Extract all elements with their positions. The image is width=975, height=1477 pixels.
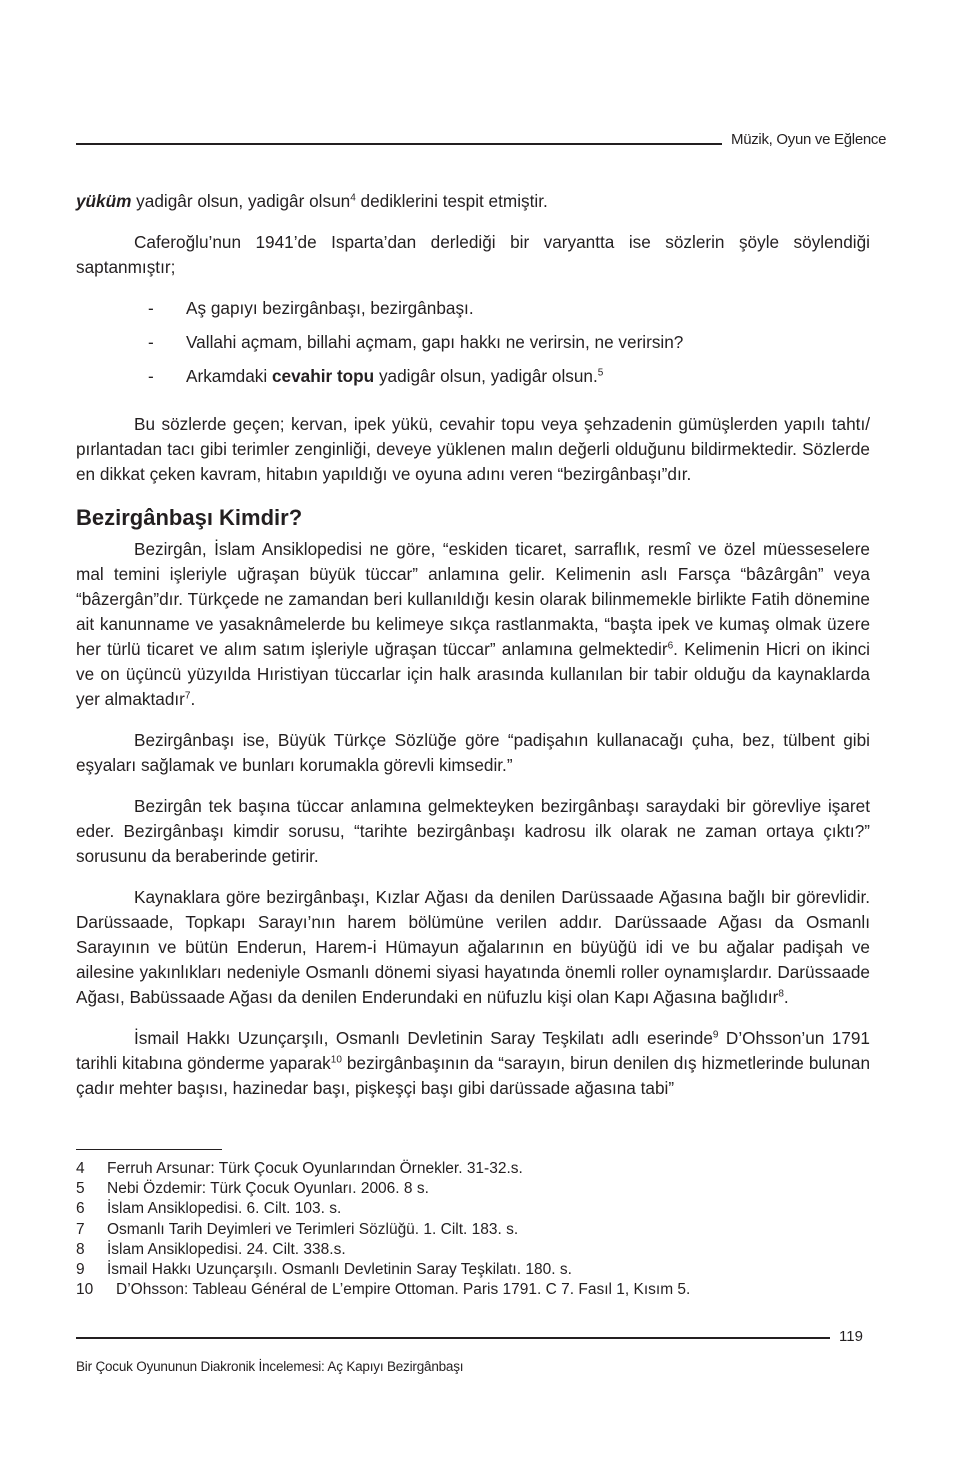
section-heading: Bezirgânbaşı Kimdir? xyxy=(76,505,303,530)
paragraph-2: Caferoğlu’nun 1941’de Isparta’dan derlediği bir varyantta ise sözlerin şöyle söylendiği saptanmıştır; xyxy=(76,232,870,277)
footnote: 9 İsmail Hakkı Uzunçarşılı. Osmanlı Devletinin Saray Teşkilatı. 180. s. xyxy=(76,1261,572,1279)
footnote: 7 Osmanlı Tarih Deyimleri ve Terimleri Sözlüğü. 1. Cilt. 183. s. xyxy=(76,1220,519,1238)
list-item: - Arkamdaki cevahir topu yadigâr olsun, yadigâr olsun.$^5$ xyxy=(148,366,604,386)
header-rule xyxy=(76,143,722,145)
paragraph-3: Bu sözlerde geçen; kervan, ipek yükü, cevahir topu veya şehzadenin gümüşlerden yapılı tahtı/ pırlantadan tacı gibi terimler zenginliği, deveye yüklenen malın değerli olduğunu bildirmektedir. Sözlerde en dikkat çeken kavram, hitabın yapıldığı ve oyuna adını veren “bezirgânbaşı”dır. xyxy=(76,414,870,484)
footnote: 10 D’Ohsson: Tableau Général de L’empire Ottoman. Paris 1791. C 7. Fasıl 1, Kısım 5. xyxy=(76,1281,691,1299)
footnote-ref[interactable]: 5 xyxy=(597,367,604,379)
paragraph-8: İsmail Hakkı Uzunçarşılı, Osmanlı Devletinin Saray Teşkilatı adlı eserinde$^9$ D’Ohsson’un 1791 tarihli kitabına gönderme yaparak$^{10}$ bezirgânbaşının da “sarayın, birun denilen dış hizmetlerinde bulunan çadır mehter başısı, hazinedar başı, pişkeşçi başı gibi darüssade ağasına tabi” xyxy=(76,1028,870,1098)
paragraph-1: yüküm yadigâr olsun, yadigâr olsun$^4$ dediklerini tespit etmiştir. xyxy=(76,191,548,211)
footnote-ref[interactable]: 9 xyxy=(712,1029,719,1041)
footnote: 4 Ferruh Arsunar: Türk Çocuk Oyunlarından Örnekler. 31-32.s. xyxy=(76,1160,523,1177)
footnote-ref[interactable]: 10 xyxy=(330,1054,342,1066)
page-number: 119 xyxy=(839,1328,863,1345)
footnote: 5 Nebi Özdemir: Türk Çocuk Oyunları. 2006. 8 s. xyxy=(76,1180,429,1198)
paragraph-5: Bezirgânbaşı ise, Büyük Türkçe Sözlüğe göre “padişahın kullanacağı çuha, bez, tülbent gibi eşyaları sağlamak ve bunları korumakla görevli kimsedir.” xyxy=(76,730,870,775)
list-item: - Vallahi açmam, billahi açmam, gapı hakkı ne verirsin, ne verirsin? xyxy=(148,332,684,352)
footnote-ref[interactable]: 8 xyxy=(778,988,784,1000)
main-text xyxy=(76,189,870,1117)
running-header: Müzik, Oyun ve Eğlence xyxy=(731,131,887,148)
footnote-ref[interactable]: 7 xyxy=(184,690,191,702)
footnotes xyxy=(76,1159,690,1300)
paragraph-6: Bezirgân tek başına tüccar anlamına gelmekteyken bezirgânbaşı saraydaki bir görevliye işaret eder. Bezirgânbaşı kimdir sorusu, “tarihte bezirgânbaşı kadrosu ilk olarak ne zaman ortaya çıktı?” sorusunu da beraberinde getirir. xyxy=(76,796,870,866)
emphasis-word: yüküm xyxy=(76,191,132,211)
paragraph-7: Kaynaklara göre bezirgânbaşı, Kızlar Ağası da denilen Darüssaade Ağasına bağlı bir görevlidir. Darüssaade, Topkapı Sarayı’nın harem bölümüne verilen addır. Darüssaade Ağası da Osmanlı Sarayının ve bütün Enderun, Harem-i Hümayun ağalarının en büyüğü idi ve bu ağalar padişah ve ailesine yakınlıkları nedeniyle Osmanlı dönemi siyasi hayatında önemli roller oynamışlardır. Darüssaade Ağası, Babüssaade Ağası da denilen Enderundaki en nüfuzlu kişi olan Kapı Ağasına bağlıdır$^8$. xyxy=(76,887,870,1007)
paragraph-4: Bezirgân, İslam Ansiklopedisi ne göre, “eskiden ticaret, sarraflık, resmî ve özel müesseselere mal temini işleriyle uğraşan büyük tüccar” anlamına gelir. Kelimenin aslı Farsça “bâzârgân” veya “bâzergân”dır. Türkçede ne zamandan beri kullanıldığı kesin olarak bilinmemekle birlikte Fatih dönemine ait kanunname ve yasaknâmelerde bu kelimeye sıkça rastlanmakta, “başta ipek ve kumaş olmak üzere her türlü ticaret ve alım satım işleriyle uğraşan tüccar” anlamına gelmektedir$^6$. Kelimenin Hicri on ikinci ve on üçüncü yüzyılda Hıristiyan tüccarlar için halk arasında kullanılan bir tabir olduğu da kaynaklarda yer almaktadır$^7$. xyxy=(76,539,870,709)
footnote: 8 İslam Ansiklopedisi. 24. Cilt. 338.s. xyxy=(76,1240,346,1258)
footnote-ref[interactable]: 4 xyxy=(350,192,356,204)
verse-list xyxy=(76,296,870,398)
footnote-rule xyxy=(76,1149,222,1150)
footnote-ref[interactable]: 6 xyxy=(667,640,674,652)
footnote: 6 İslam Ansiklopedisi. 6. Cilt. 103. s. xyxy=(76,1200,342,1218)
running-footer: Bir Çocuk Oyununun Diakronik İncelemesi: Aç Kapıyı Bezirgânbaşı xyxy=(76,1359,464,1374)
list-item: - Aş gapıyı bezirgânbaşı, bezirgânbaşı. xyxy=(148,298,474,318)
footer-rule xyxy=(76,1337,830,1339)
